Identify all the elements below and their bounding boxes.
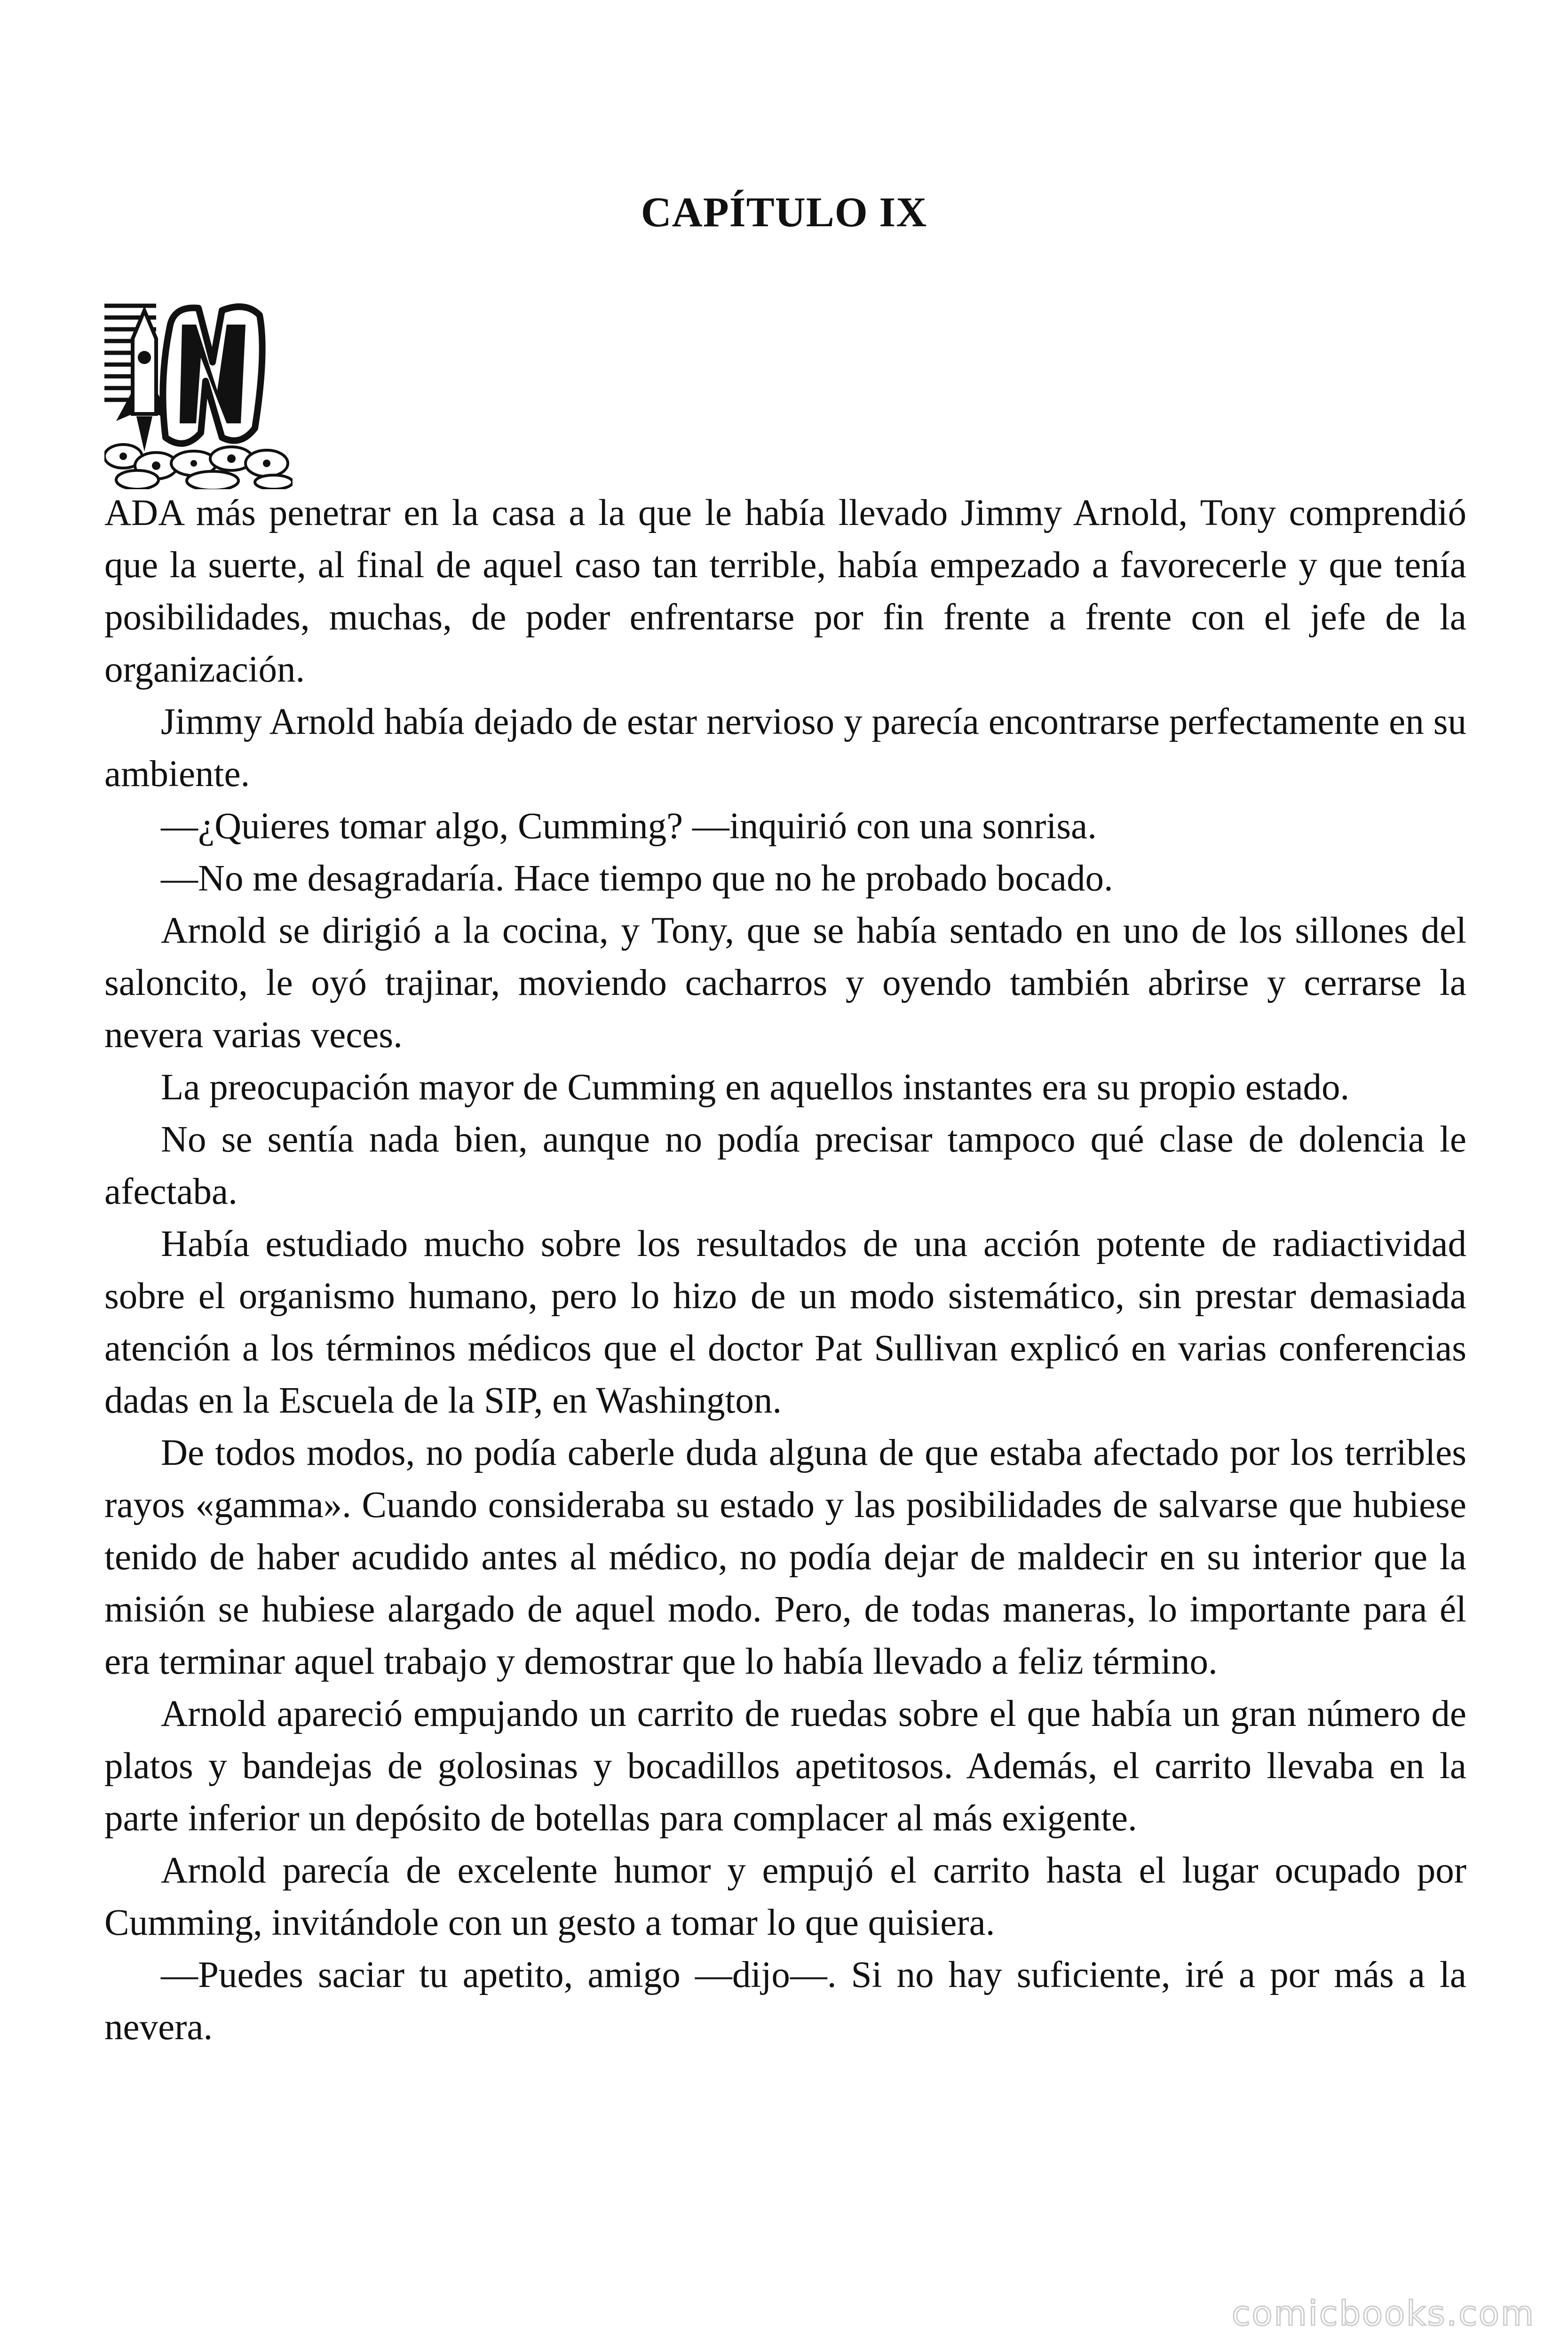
watermark: comicbooks.com: [1231, 2294, 1535, 2333]
rocket-drop-cap-icon: [104, 296, 293, 489]
paragraph: Arnold apareció empujando un carrito de ruedas sobre el que había un gran número de platos y bandejas de golosinas y bocadillos apetitosos. Además, el carrito llevaba en la parte inferior un depósito de botellas para complacer al más exigente.: [104, 1693, 1466, 1839]
chapter-title: CAPÍTULO IX: [641, 189, 927, 236]
paragraph: No se sentía nada bien, aunque no podía precisar tampoco qué clase de dolencia le afectaba.: [104, 1119, 1466, 1212]
paragraph: Arnold parecía de excelente humor y empujó el carrito hasta el lugar ocupado por Cumming, invitándole con un gesto a tomar lo que quisiera.: [104, 1850, 1466, 1943]
paragraph: De todos modos, no podía caberle duda alguna de que estaba afectado por los terribles rayos «gamma». Cuando consideraba su estado y las posibilidades de salvarse que hubiese tenido de haber acudido antes al médico, no podía dejar de maldecir en su interior que la misión se hubiese alargado de aquel modo. Pero, de todas maneras, lo importante para él era terminar aquel trabajo y demostrar que lo había llevado a feliz término.: [104, 1432, 1466, 1682]
paragraph: Jimmy Arnold había dejado de estar nervioso y parecía encontrarse perfectamente en su ambiente.: [104, 701, 1466, 795]
paragraph: ADA más penetrar en la casa a la que le había llevado Jimmy Arnold, Tony comprendió que la suerte, al final de aquel caso tan terrible, había empezado a favorecerle y que tenía posibilidades, muchas, de poder enfrentarse por fin frente a frente con el jefe de la organización.: [104, 493, 1466, 690]
paragraph: Arnold se dirigió a la cocina, y Tony, que se había sentado en uno de los sillones del saloncito, le oyó trajinar, moviendo cacharros y oyendo también abrirse y cerrarse la nevera varias veces.: [104, 910, 1466, 1056]
paragraph: —¿Quieres tomar algo, Cumming? —inquirió con una sonrisa.: [161, 806, 1097, 847]
paragraph: —Puedes saciar tu apetito, amigo —dijo—. Si no hay suficiente, iré a por más a la nevera.: [104, 1955, 1466, 2048]
drop-cap-illustration: [104, 296, 293, 489]
paragraph: Había estudiado mucho sobre los resultados de una acción potente de radiactividad sobre el organismo humano, pero lo hizo de un modo sistemático, sin prestar demasiada atención a los términos médicos que el doctor Pat Sullivan explicó en varias conferencias dadas en la Escuela de la SIP, en Washington.: [104, 1224, 1466, 1421]
body-text: [104, 487, 1466, 2053]
paragraph: —No me desagradaría. Hace tiempo que no he probado bocado.: [161, 858, 1113, 899]
paragraph: La preocupación mayor de Cumming en aquellos instantes era su propio estado.: [161, 1067, 1350, 1108]
